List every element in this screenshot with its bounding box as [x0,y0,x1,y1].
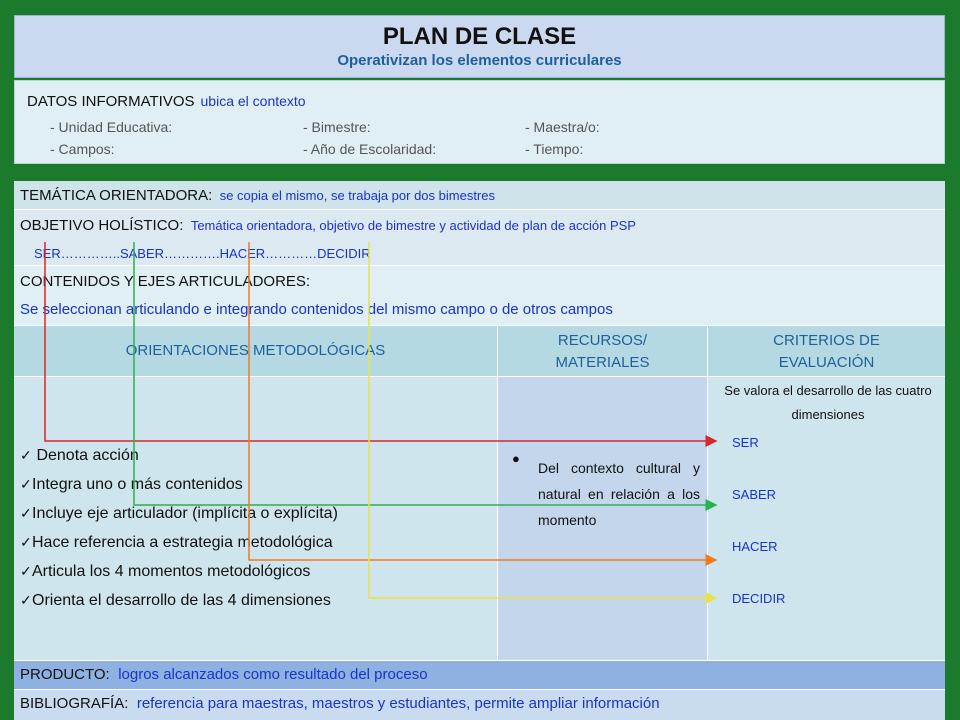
col-criterios-header: CRITERIOS DE EVALUACIÓN [773,332,880,371]
criterio-saber: SABER [732,487,777,502]
datos-note: ubica el contexto [200,93,306,109]
bibliografia-note: referencia para maestras, maestros y estudiantes, permite ampliar información [136,695,660,712]
contenidos-note: Se seleccionan articulando e integrando contenidos del mismo campo o de otros campos [20,301,613,318]
page-subtitle: Operativizan los elementos curriculares [337,52,622,69]
objetivo-note: Temática orientadora, objetivo de bimestre y actividad de plan de acción PSP [190,218,636,233]
criterio-ser: SER [732,435,759,450]
producto-label: PRODUCTO: [20,666,110,683]
checkmark-icon: ✓ [20,447,32,463]
field-tiempo: - Tiempo: [525,141,584,157]
list-item: ✓Articula los 4 momentos metodológicos [20,557,338,586]
objetivo-label: OBJETIVO HOLÍSTICO: [20,217,184,234]
tematica-label: TEMÁTICA ORIENTADORA: [20,187,213,204]
list-item: ✓Integra uno o más contenidos [20,470,338,499]
arrow-saber [134,242,716,505]
datos-label: DATOS INFORMATIVOS [27,93,195,110]
arrow-hacer [249,242,716,560]
list-item: ✓Hace referencia a estrategia metodológica [20,528,338,557]
page-title: PLAN DE CLASE [382,23,577,50]
checkmark-icon: ✓ [20,534,32,550]
field-ano-escolaridad: - Año de Escolaridad: [303,141,437,157]
recurso-text: Del contexto cultural y natural en relación a los momento [538,460,700,528]
list-item: ✓Incluye eje articulador (implícita o explícita) [20,499,338,528]
criterio-decidir: DECIDIR [732,591,786,606]
checkmark-icon: ✓ [20,476,32,492]
list-item: ✓ Denota acción [20,441,338,470]
checkmark-icon: ✓ [20,505,32,521]
bibliografia-label: BIBLIOGRAFÍA: [20,695,129,712]
bullet-icon: ● [512,451,520,466]
contenidos-label: CONTENIDOS Y EJES ARTICULADORES: [20,273,311,290]
criterio-hacer: HACER [732,539,778,554]
field-unidad-educativa: - Unidad Educativa: [50,119,173,135]
tematica-note: se copia el mismo, se trabaja por dos bimestres [219,188,495,203]
checkmark-icon: ✓ [20,563,32,579]
producto-note: logros alcanzados como resultado del proceso [118,666,428,683]
col-orientaciones-header: ORIENTACIONES METODOLÓGICAS [14,326,498,376]
field-maestra: - Maestra/o: [525,119,600,135]
col-recursos-header: RECURSOS/ MATERIALES [498,326,708,376]
arrow-ser [45,242,716,441]
field-campos: - Campos: [50,141,115,157]
criterio-intro: Se valora el desarrollo de las cuatro dimensiones [724,383,932,422]
checkmark-icon: ✓ [20,592,32,608]
objetivo-dimensions: SER…………..SABER………….HACER…………DECIDIR [34,246,371,261]
arrow-decidir [369,242,716,598]
list-item: ✓Orienta el desarrollo de las 4 dimensiones [20,586,338,615]
field-bimestre: - Bimestre: [303,119,371,135]
